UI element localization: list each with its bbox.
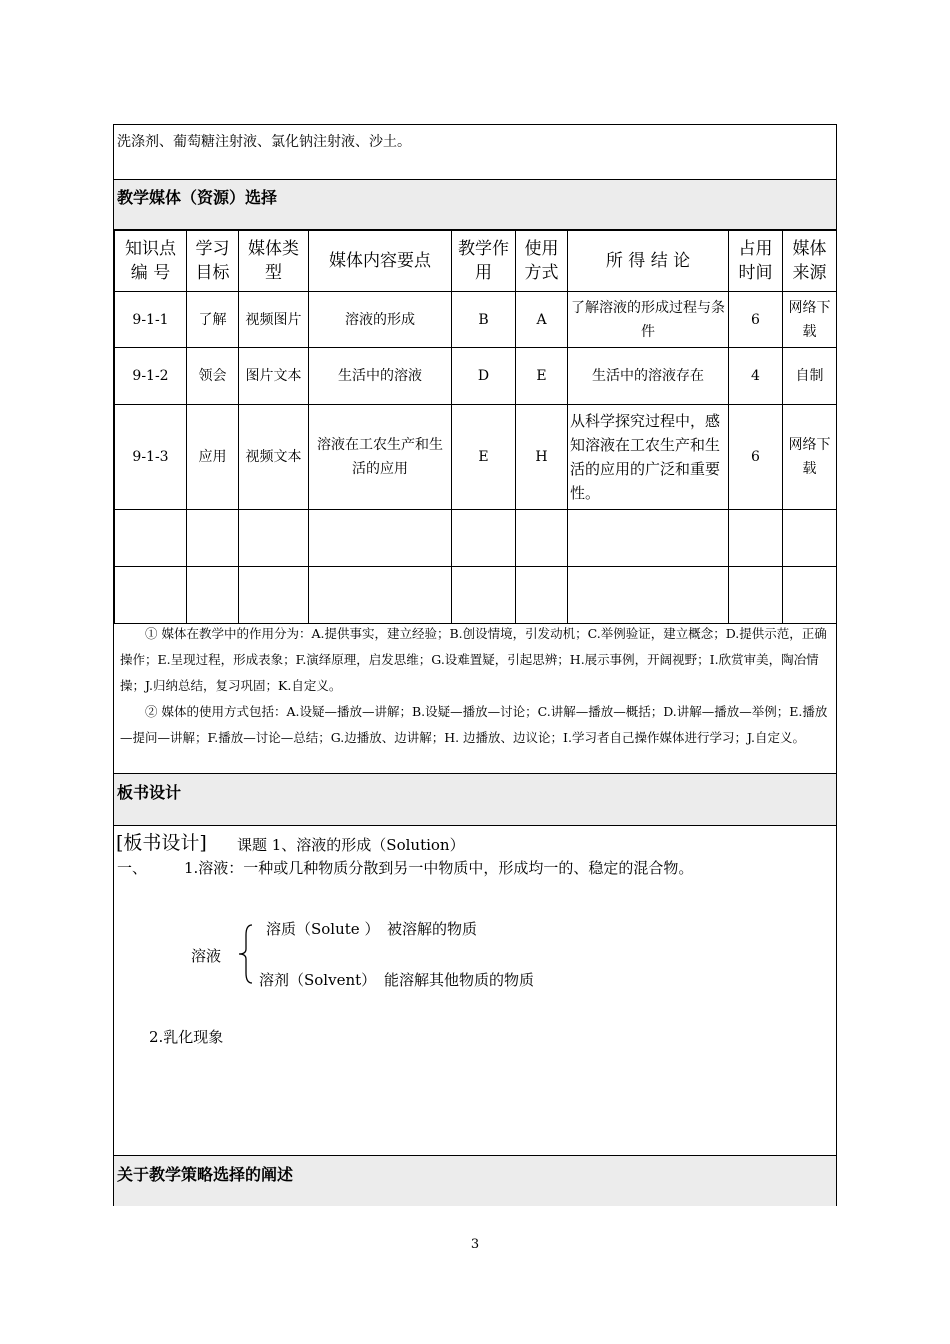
table-cell: 图片文本 <box>239 348 309 405</box>
materials-text: 洗涤剂、葡萄糖注射液、氯化钠注射液、沙土。 <box>117 134 411 150</box>
strategy-section-header <box>114 1156 836 1206</box>
board-section-title: 板书设计 <box>117 783 182 802</box>
table-cell <box>452 510 516 567</box>
table-cell: D <box>452 348 516 405</box>
header-cell: 媒体内容要点 <box>309 231 452 292</box>
table-cell: 领会 <box>187 348 239 405</box>
board-list-marker: 一、 <box>117 859 148 877</box>
header-cell: 知识点编 号 <box>115 231 187 292</box>
table-cell: 了解 <box>187 292 239 348</box>
table-cell: B <box>452 292 516 348</box>
table-cell: 4 <box>729 348 783 405</box>
table-cell: 网络下载 <box>783 405 837 510</box>
header-cell: 媒体来源 <box>783 231 837 292</box>
table-cell <box>568 567 729 624</box>
media-section-header <box>114 180 836 230</box>
table-header-row <box>115 231 837 292</box>
table-cell: E <box>516 348 568 405</box>
board-definition: 1.溶液：一种或几种物质分散到另一中物质中，形成均一的、稳定的混合物。 <box>184 859 694 877</box>
table-row <box>115 292 837 348</box>
table-cell: E <box>452 405 516 510</box>
table-cell: 9-1-1 <box>115 292 187 348</box>
table-cell: 6 <box>729 292 783 348</box>
header-cell: 媒体类型 <box>239 231 309 292</box>
table-cell: 视频图片 <box>239 292 309 348</box>
table-cell <box>309 510 452 567</box>
table-cell <box>516 567 568 624</box>
table-cell <box>729 510 783 567</box>
table-cell: 9-1-2 <box>115 348 187 405</box>
page-number: 3 <box>470 1237 480 1252</box>
table-cell: 从科学探究过程中，感知溶液在工农生产和生活的应用的广泛和重要性。 <box>568 405 729 510</box>
table-cell <box>516 510 568 567</box>
table-cell <box>729 567 783 624</box>
table-cell <box>115 567 187 624</box>
note-usage: ② 媒体的使用方式包括：A.设疑—播放—讲解；B.设疑—播放—讨论；C.讲解—播放—概括；D.讲解—播放—举例；E.播放—提问—讲解；F.播放—讨论—总结；G.边播放、边讲解；H. 边播放、边议论；I.学习者自己操作媒体进行学习；J.自定义。 <box>120 704 828 745</box>
table-row <box>115 348 837 405</box>
table-cell <box>239 510 309 567</box>
table-cell: 应用 <box>187 405 239 510</box>
table-cell: 9-1-3 <box>115 405 187 510</box>
media-section-title: 教学媒体（资源）选择 <box>117 188 278 207</box>
board-emulsion: 2.乳化现象 <box>149 1028 224 1046</box>
table-cell <box>783 510 837 567</box>
note-roles: ① 媒体在教学中的作用分为：A.提供事实，建立经验；B.创设情境，引发动机；C.举例验证，建立概念；D.提供示范，正确操作；E.呈现过程，形成表象；F.演绎原理，启发思维；G.设难置疑，引起思辨；H.展示事例，开阔视野；I.欣赏审美，陶冶情操；J.归纳总结，复习巩固；K.自定义。 <box>120 626 827 693</box>
lesson-plan-table <box>113 124 837 1206</box>
materials-row <box>114 125 836 180</box>
board-bracket-title: [板书设计] <box>116 832 207 854</box>
table-cell <box>309 567 452 624</box>
table-cell <box>452 567 516 624</box>
header-cell: 教学作用 <box>452 231 516 292</box>
board-solute-desc: 被溶解的物质 <box>387 920 478 938</box>
table-cell <box>187 567 239 624</box>
board-solvent-desc: 能溶解其他物质的物质 <box>384 971 535 989</box>
table-cell: A <box>516 292 568 348</box>
table-row <box>115 405 837 510</box>
board-solute: 溶质（Solute ） <box>266 920 380 938</box>
board-design-area <box>114 826 836 1156</box>
media-notes <box>114 618 836 774</box>
table-cell <box>239 567 309 624</box>
header-cell: 占用时间 <box>729 231 783 292</box>
board-lesson-title: 课题 1、溶液的形成（Solution） <box>237 836 465 854</box>
table-cell: 视频文本 <box>239 405 309 510</box>
board-solvent: 溶剂（Solvent） <box>259 971 377 989</box>
table-row <box>115 567 837 624</box>
table-cell <box>115 510 187 567</box>
board-section-header <box>114 774 836 826</box>
table-cell: 了解溶液的形成过程与条件 <box>568 292 729 348</box>
header-cell: 使用方式 <box>516 231 568 292</box>
brace-icon <box>236 923 260 985</box>
header-cell: 学习目标 <box>187 231 239 292</box>
media-selection-table <box>114 230 837 624</box>
strategy-section-title: 关于教学策略选择的阐述 <box>117 1165 294 1184</box>
table-cell <box>187 510 239 567</box>
table-cell: 生活中的溶液存在 <box>568 348 729 405</box>
table-cell <box>783 567 837 624</box>
table-cell: 溶液的形成 <box>309 292 452 348</box>
header-cell: 所 得 结 论 <box>568 231 729 292</box>
table-cell <box>568 510 729 567</box>
table-cell: H <box>516 405 568 510</box>
table-cell: 溶液在工农生产和生活的应用 <box>309 405 452 510</box>
table-cell: 6 <box>729 405 783 510</box>
table-row <box>115 510 837 567</box>
table-cell: 网络下载 <box>783 292 837 348</box>
board-solution-label: 溶液 <box>191 947 222 965</box>
table-cell: 自制 <box>783 348 837 405</box>
table-cell: 生活中的溶液 <box>309 348 452 405</box>
